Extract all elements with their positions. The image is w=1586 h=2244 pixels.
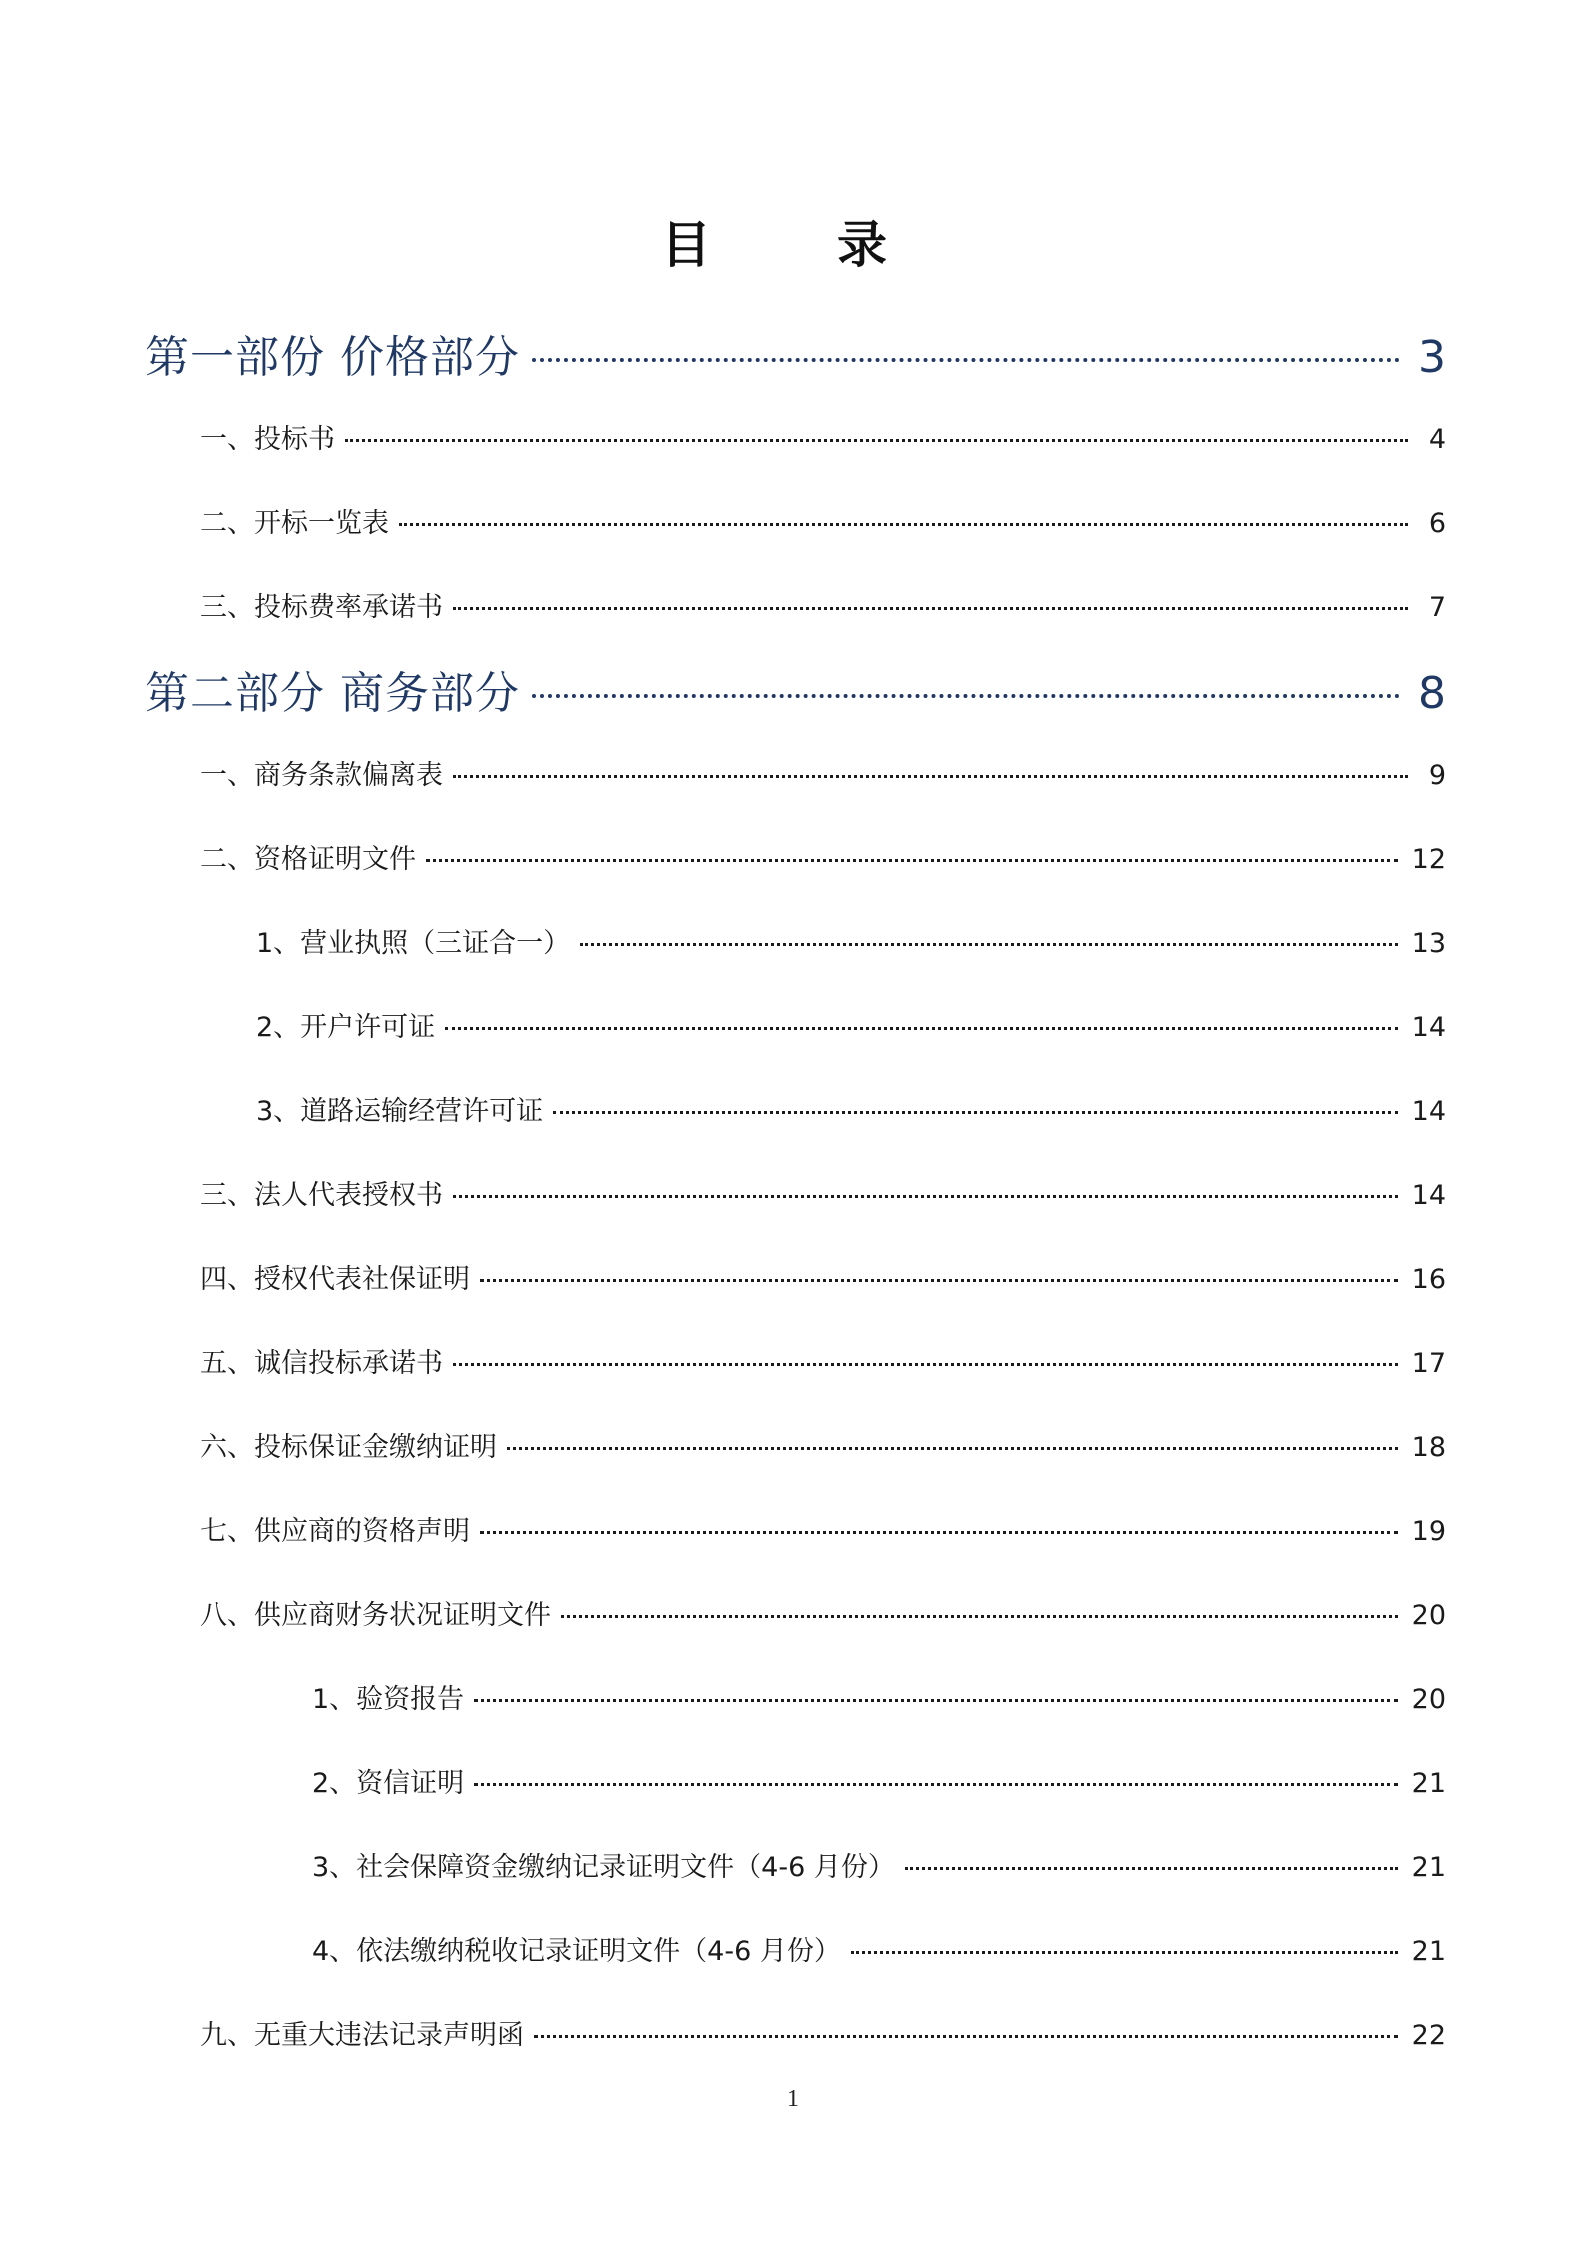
dot-leader: [580, 943, 1397, 946]
toc-entry-label: 2、开户许可证: [256, 1012, 436, 1043]
toc-entry-label: 三、投标费率承诺书: [200, 592, 443, 623]
toc-entry-page: 18: [1411, 1432, 1446, 1463]
toc-entry-page: 22: [1411, 2020, 1446, 2051]
dot-leader: [453, 607, 1408, 610]
dot-leader: [445, 1027, 1397, 1030]
toc-part-2[interactable]: [145, 664, 1446, 724]
toc-entry[interactable]: [200, 588, 1446, 628]
toc-entry-page: 21: [1411, 1768, 1446, 1799]
dot-leader: [480, 1531, 1398, 1534]
toc-entry-label: 三、法人代表授权书: [200, 1180, 443, 1211]
dot-leader: [851, 1951, 1398, 1954]
toc-entry-page: 16: [1411, 1264, 1446, 1295]
toc-entry[interactable]: [200, 1260, 1446, 1300]
dot-leader: [345, 439, 1408, 442]
toc-entry-page: 6: [1428, 508, 1446, 539]
toc-entry-label: 1、验资报告: [312, 1684, 465, 1715]
dot-leader: [399, 523, 1408, 526]
toc-entry[interactable]: [200, 840, 1446, 880]
toc-entry-page: 20: [1411, 1684, 1446, 1715]
toc-entry-page: 13: [1411, 928, 1446, 959]
dot-leader: [426, 859, 1398, 862]
toc-entry-label: 一、投标书: [200, 424, 335, 455]
toc-entry[interactable]: [200, 756, 1446, 796]
page-title: 目 录: [661, 216, 925, 274]
toc-entry[interactable]: [200, 2016, 1446, 2056]
toc-entry[interactable]: [200, 504, 1446, 544]
toc-entry-label: 四、授权代表社保证明: [200, 1264, 470, 1295]
toc-entry-page: 21: [1411, 1936, 1446, 1967]
dot-leader: [453, 775, 1408, 778]
toc-subentry[interactable]: [312, 1764, 1446, 1804]
toc-entry[interactable]: [200, 1344, 1446, 1384]
toc-subentry[interactable]: [312, 1848, 1446, 1888]
page-number: 1: [787, 2086, 799, 2112]
dot-leader: [453, 1363, 1398, 1366]
toc-entry-label: 二、开标一览表: [200, 508, 389, 539]
toc-entry-page: 12: [1411, 844, 1446, 875]
toc-subentry[interactable]: [256, 1008, 1446, 1048]
toc-entry[interactable]: [200, 1428, 1446, 1468]
toc-entry[interactable]: [200, 420, 1446, 460]
dot-leader: [480, 1279, 1398, 1282]
toc-entry[interactable]: [200, 1512, 1446, 1552]
toc-entry-page: 7: [1428, 592, 1446, 623]
toc-entry-page: 14: [1411, 1012, 1446, 1043]
toc-entry-label: 一、商务条款偏离表: [200, 760, 443, 791]
toc-entry-label: 3、道路运输经营许可证: [256, 1096, 544, 1127]
toc-entry-page: 19: [1411, 1516, 1446, 1547]
toc-entry[interactable]: [200, 1596, 1446, 1636]
toc-entry-page: 17: [1411, 1348, 1446, 1379]
toc-entry-label: 八、供应商财务状况证明文件: [200, 1600, 551, 1631]
toc-entry-label: 2、资信证明: [312, 1768, 465, 1799]
toc-entry-page: 21: [1411, 1852, 1446, 1883]
toc-subentry[interactable]: [312, 1932, 1446, 1972]
toc-subentry[interactable]: [256, 924, 1446, 964]
toc-subentry[interactable]: [312, 1680, 1446, 1720]
toc-entry-label: 五、诚信投标承诺书: [200, 1348, 443, 1379]
toc-entry-label: 3、社会保障资金缴纳记录证明文件（4-6 月份）: [312, 1852, 895, 1883]
toc-entry-label: 第二部分 商务部分: [145, 668, 520, 719]
toc-part-1[interactable]: [145, 328, 1446, 388]
toc-entry-label: 二、资格证明文件: [200, 844, 416, 875]
dot-leader: [532, 694, 1400, 698]
dot-leader: [474, 1783, 1397, 1786]
dot-leader: [532, 358, 1400, 362]
dot-leader: [453, 1195, 1398, 1198]
toc-entry-label: 4、依法缴纳税收记录证明文件（4-6 月份）: [312, 1936, 841, 1967]
toc-subentry[interactable]: [256, 1092, 1446, 1132]
toc-entry-page: 8: [1418, 668, 1446, 719]
toc-entry-page: 14: [1411, 1096, 1446, 1127]
dot-leader: [507, 1447, 1398, 1450]
toc-entry-page: 14: [1411, 1180, 1446, 1211]
toc-entry-page: 20: [1411, 1600, 1446, 1631]
dot-leader: [534, 2035, 1398, 2038]
toc-entry-page: 4: [1428, 424, 1446, 455]
toc-entry-label: 1、营业执照（三证合一）: [256, 928, 571, 959]
toc-entry-label: 七、供应商的资格声明: [200, 1516, 470, 1547]
toc-entry-page: 9: [1428, 760, 1446, 791]
toc-entry-label: 九、无重大违法记录声明函: [200, 2020, 524, 2051]
dot-leader: [905, 1867, 1398, 1870]
toc-entry-label: 六、投标保证金缴纳证明: [200, 1432, 497, 1463]
toc-entry[interactable]: [200, 1176, 1446, 1216]
dot-leader: [553, 1111, 1397, 1114]
dot-leader: [561, 1615, 1398, 1618]
toc-entry-page: 3: [1418, 332, 1446, 383]
dot-leader: [474, 1699, 1397, 1702]
toc-entry-label: 第一部份 价格部分: [145, 332, 520, 383]
